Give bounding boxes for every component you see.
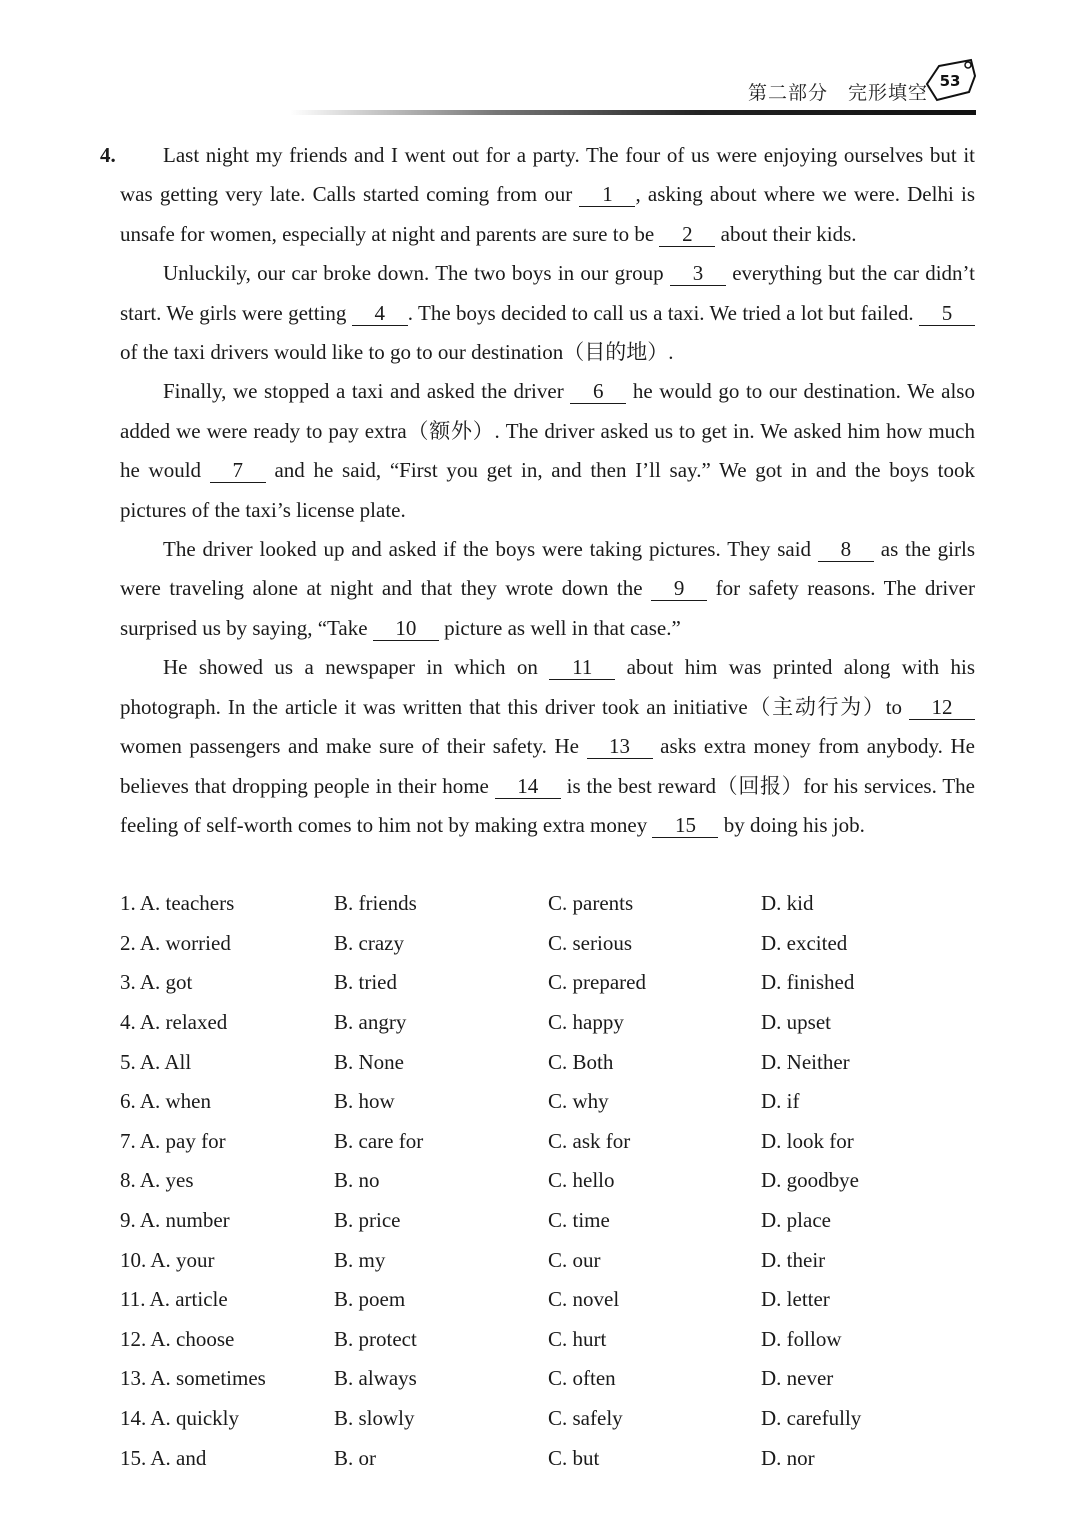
blank-15: 15 bbox=[652, 813, 718, 838]
option-a: 10. A. your bbox=[120, 1247, 215, 1272]
blank-9: 9 bbox=[651, 576, 707, 601]
blank-1: 1 bbox=[579, 182, 635, 207]
option-b: B. always bbox=[334, 1366, 417, 1391]
question-number: 4. bbox=[100, 143, 116, 167]
blank-11: 11 bbox=[549, 655, 615, 680]
paragraph-1 bbox=[120, 136, 975, 254]
blank-6: 6 bbox=[570, 379, 626, 404]
passage-text: Finally, we stopped a taxi and asked the driver bbox=[163, 379, 571, 404]
option-b: B. protect bbox=[334, 1326, 417, 1351]
passage-text: about their kids. bbox=[715, 221, 857, 246]
blank-4: 4 bbox=[352, 301, 408, 326]
option-d: D. kid bbox=[761, 891, 814, 916]
option-b: B. my bbox=[334, 1247, 386, 1272]
option-a: 3. A. got bbox=[120, 970, 193, 995]
passage-text: Unluckily, our car broke down. The two boys in our group bbox=[163, 261, 670, 286]
option-a: 13. A. sometimes bbox=[120, 1366, 266, 1391]
option-row bbox=[120, 1280, 980, 1320]
option-b: B. tried bbox=[334, 970, 397, 995]
option-row bbox=[120, 1438, 980, 1478]
section-title: 第二部分 完形填空 bbox=[748, 82, 929, 104]
option-a: 2. A. worried bbox=[120, 930, 231, 955]
option-b: B. friends bbox=[334, 891, 417, 916]
option-row bbox=[120, 1122, 980, 1162]
paragraph-5 bbox=[120, 648, 975, 845]
passage-text: about him was printed along with his photograph. In the article it was written that this driver took an initiative（主动行为）to bbox=[120, 655, 975, 719]
option-c: C. novel bbox=[548, 1287, 620, 1312]
blank-14: 14 bbox=[495, 774, 561, 799]
paragraph-4 bbox=[120, 530, 975, 648]
option-b: B. None bbox=[334, 1049, 404, 1074]
passage-text: . The boys decided to call us a taxi. We tried a lot but failed. bbox=[407, 300, 919, 325]
passage-text: , asking about where we were. Delhi is unsafe for women, especially at night and parents are sure to be bbox=[120, 182, 975, 246]
option-d: D. Neither bbox=[761, 1049, 850, 1074]
option-a: 7. A. pay for bbox=[120, 1128, 226, 1153]
passage-text: Last night my friends and I went out for a party. The four of us were enjoying ourselves but it was getting very late. Calls started coming from our bbox=[120, 143, 975, 207]
option-c: C. safely bbox=[548, 1406, 623, 1431]
header-divider bbox=[290, 110, 976, 115]
option-row bbox=[120, 1399, 980, 1439]
option-a: 14. A. quickly bbox=[120, 1406, 239, 1431]
answer-options bbox=[120, 884, 980, 1478]
blank-10: 10 bbox=[373, 616, 439, 641]
page-number: 53 bbox=[939, 72, 961, 90]
option-row bbox=[120, 1003, 980, 1043]
option-b: B. or bbox=[334, 1445, 376, 1470]
blank-5: 5 bbox=[919, 301, 975, 326]
option-c: C. hello bbox=[548, 1168, 615, 1193]
option-a: 1. A. teachers bbox=[120, 891, 235, 916]
option-b: B. crazy bbox=[334, 930, 404, 955]
option-b: B. no bbox=[334, 1168, 380, 1193]
passage bbox=[120, 136, 975, 845]
passage-text: as the girls were traveling alone at night and that they wrote down the bbox=[120, 537, 975, 601]
option-d: D. excited bbox=[761, 930, 848, 955]
option-row bbox=[120, 963, 980, 1003]
option-d: D. their bbox=[761, 1247, 826, 1272]
option-a: 9. A. number bbox=[120, 1208, 230, 1233]
paragraph-3 bbox=[120, 372, 975, 530]
option-d: D. follow bbox=[761, 1326, 842, 1351]
option-c: C. parents bbox=[548, 891, 634, 916]
option-a: 5. A. All bbox=[120, 1049, 192, 1074]
option-d: D. never bbox=[761, 1366, 834, 1391]
option-row bbox=[120, 1359, 980, 1399]
option-row bbox=[120, 1240, 980, 1280]
option-c: C. serious bbox=[548, 930, 632, 955]
passage-text: he would go to our destination. We also added we were ready to pay extra（额外）. The driver asked us to get in. We asked him how much he would bbox=[120, 379, 975, 483]
blank-8: 8 bbox=[818, 537, 874, 562]
option-c: C. Both bbox=[548, 1049, 614, 1074]
passage-text: The driver looked up and asked if the boys were taking pictures. They said bbox=[163, 537, 818, 562]
passage-text: of the taxi drivers would like to go to our destination（目的地）. bbox=[120, 340, 674, 365]
option-row bbox=[120, 1201, 980, 1241]
option-d: D. finished bbox=[761, 970, 855, 995]
blank-13: 13 bbox=[587, 734, 653, 759]
option-a: 4. A. relaxed bbox=[120, 1010, 228, 1035]
option-d: D. letter bbox=[761, 1287, 830, 1312]
passage-text: and he said, “First you get in, and then I’ll say.” We got in and the boys took pictures of the taxi’s license plate. bbox=[120, 458, 976, 522]
passage-text: for safety reasons. The driver surprised us by saying, “Take bbox=[120, 576, 975, 640]
passage-text: everything but the car didn’t start. We girls were getting bbox=[120, 261, 976, 325]
passage-text: asks extra money from anybody. He believes that dropping people in their home bbox=[120, 734, 975, 798]
option-c: C. why bbox=[548, 1089, 609, 1114]
passage-text: is the best reward（回报）for his services. The feeling of self-worth comes to him not by making extra money bbox=[120, 773, 975, 837]
option-row bbox=[120, 1082, 980, 1122]
option-d: D. upset bbox=[761, 1010, 831, 1035]
option-a: 12. A. choose bbox=[120, 1326, 235, 1351]
option-c: C. prepared bbox=[548, 970, 646, 995]
option-b: B. care for bbox=[334, 1128, 424, 1153]
blank-7: 7 bbox=[210, 458, 266, 483]
option-a: 8. A. yes bbox=[120, 1168, 194, 1193]
option-c: C. time bbox=[548, 1208, 610, 1233]
blank-2: 2 bbox=[659, 222, 715, 247]
option-d: D. goodbye bbox=[761, 1168, 859, 1193]
option-c: C. happy bbox=[548, 1010, 624, 1035]
option-b: B. slowly bbox=[334, 1406, 415, 1431]
option-b: B. poem bbox=[334, 1287, 406, 1312]
option-row bbox=[120, 1161, 980, 1201]
option-row bbox=[120, 924, 980, 964]
option-b: B. how bbox=[334, 1089, 395, 1114]
option-c: C. hurt bbox=[548, 1326, 607, 1351]
blank-3: 3 bbox=[670, 261, 726, 286]
option-a: 11. A. article bbox=[120, 1287, 228, 1312]
paragraph-2 bbox=[120, 254, 975, 372]
option-b: B. angry bbox=[334, 1010, 407, 1035]
passage-text: He showed us a newspaper in which on bbox=[163, 655, 550, 680]
passage-text: picture as well in that case.” bbox=[438, 615, 681, 640]
option-d: D. carefully bbox=[761, 1406, 862, 1431]
option-d: D. place bbox=[761, 1208, 831, 1233]
option-d: D. nor bbox=[761, 1445, 815, 1470]
option-row bbox=[120, 884, 980, 924]
option-c: C. often bbox=[548, 1366, 616, 1391]
option-a: 15. A. and bbox=[120, 1445, 207, 1470]
option-c: C. but bbox=[548, 1445, 600, 1470]
option-c: C. ask for bbox=[548, 1128, 631, 1153]
option-d: D. look for bbox=[761, 1128, 854, 1153]
option-a: 6. A. when bbox=[120, 1089, 211, 1114]
passage-text: by doing his job. bbox=[718, 812, 865, 837]
option-row bbox=[120, 1320, 980, 1360]
option-d: D. if bbox=[761, 1089, 800, 1114]
option-c: C. our bbox=[548, 1247, 601, 1272]
option-row bbox=[120, 1042, 980, 1082]
passage-text: women passengers and make sure of their safety. He bbox=[120, 734, 587, 759]
option-b: B. price bbox=[334, 1208, 401, 1233]
blank-12: 12 bbox=[909, 695, 975, 720]
